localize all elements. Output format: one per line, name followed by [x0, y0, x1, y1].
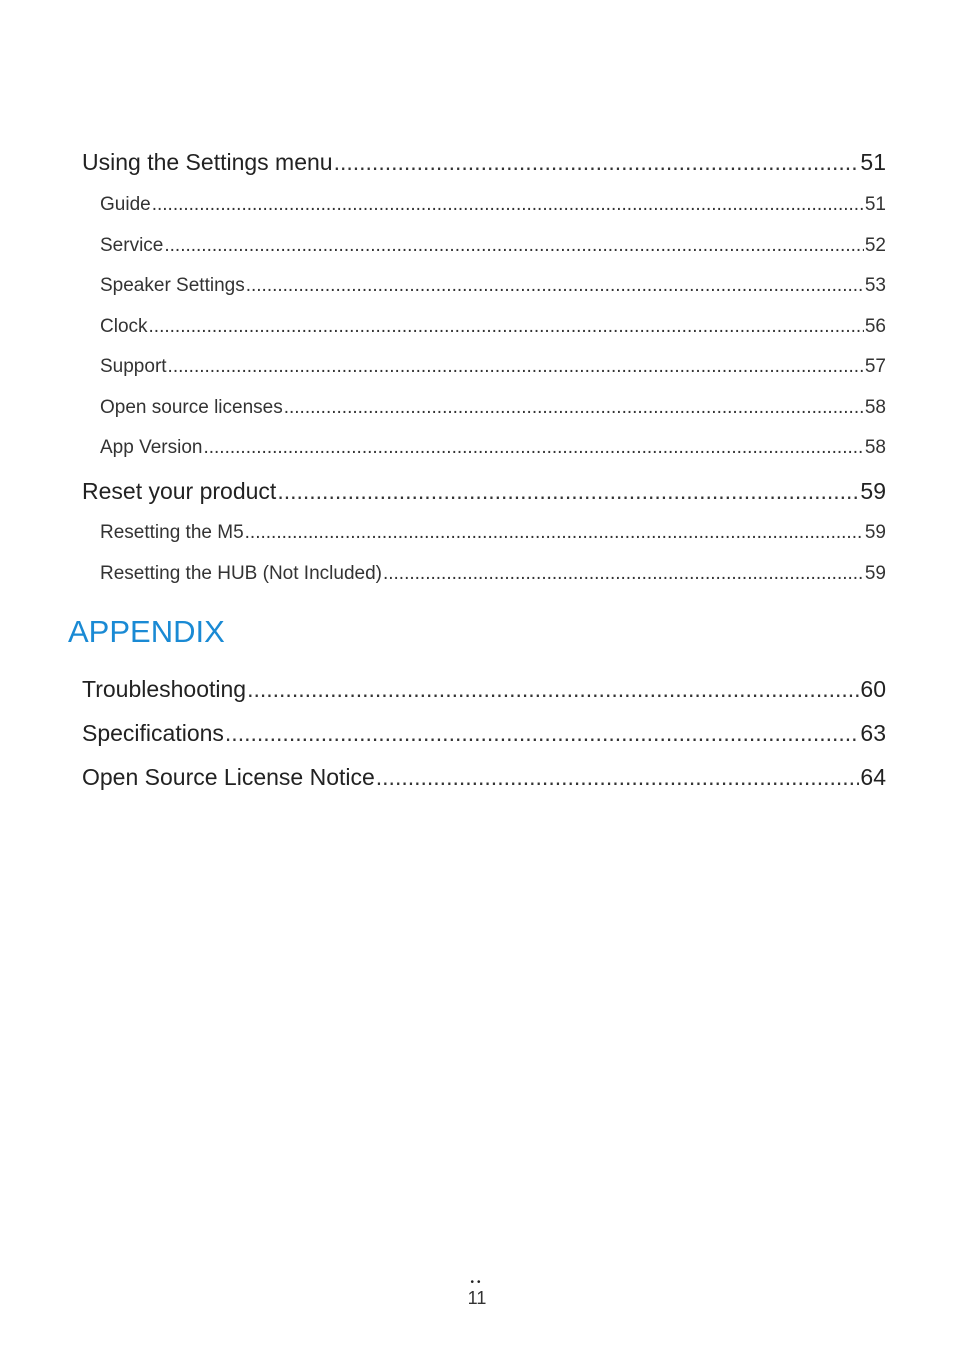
toc-subentry-page: 56 [864, 316, 886, 337]
toc-entry-page: 64 [860, 764, 886, 790]
toc-subentry-label: Service [100, 235, 164, 256]
page-number: 11 [467, 1288, 487, 1308]
toc-leader-dots [152, 192, 864, 218]
toc-leader-dots [246, 273, 864, 299]
toc-subentry-label: App Version [100, 437, 203, 458]
toc-entry-page: 59 [860, 478, 886, 504]
toc-subentry-clock[interactable] [100, 314, 886, 340]
toc-subentry-service[interactable] [100, 233, 886, 259]
toc-subentry-page: 58 [864, 397, 886, 418]
page-footer [0, 1278, 954, 1309]
toc-leader-dots [247, 674, 859, 704]
toc-subentry-page: 59 [864, 522, 886, 543]
toc-leader-dots [225, 718, 859, 748]
toc-subentry-page: 53 [864, 275, 886, 296]
toc-entry-reset-product[interactable] [82, 476, 886, 506]
toc-subentry-label: Open source licenses [100, 397, 283, 418]
toc-subentry-page: 51 [864, 194, 886, 215]
toc-entry-page: 51 [860, 149, 886, 175]
toc-leader-dots [203, 435, 863, 461]
toc-entry-open-source-license-notice[interactable] [82, 762, 886, 792]
toc-subentry-label: Clock [100, 316, 148, 337]
toc-entry-label: Specifications [82, 720, 224, 746]
toc-subentry-label: Support [100, 356, 167, 377]
toc-leader-dots [245, 520, 864, 546]
toc-entry-page: 60 [860, 676, 886, 702]
toc-leader-dots [164, 233, 864, 259]
toc-subentry-app-version[interactable] [100, 435, 886, 461]
appendix-heading: APPENDIX [68, 614, 225, 649]
toc-subentry-label: Resetting the HUB (Not Included) [100, 563, 382, 584]
toc-subentry-resetting-hub[interactable] [100, 561, 886, 587]
toc-subentry-label: Speaker Settings [100, 275, 245, 296]
toc-leader-dots [168, 354, 864, 380]
toc-subentry-page: 57 [864, 356, 886, 377]
toc-entry-specifications[interactable] [82, 718, 886, 748]
toc-subentry-page: 59 [864, 563, 886, 584]
toc-subentry-page: 58 [864, 437, 886, 458]
toc-entry-label: Troubleshooting [82, 676, 247, 702]
toc-subentry-speaker-settings[interactable] [100, 273, 886, 299]
toc-entry-settings-menu[interactable] [82, 147, 886, 177]
toc-subentry-guide[interactable] [100, 192, 886, 218]
toc-subentry-resetting-m5[interactable] [100, 520, 886, 546]
toc-subentry-open-source-licenses[interactable] [100, 395, 886, 421]
footer-bullets: •• [470, 1277, 484, 1288]
toc-entry-page: 63 [860, 720, 886, 746]
toc-leader-dots [376, 762, 860, 792]
toc-subentry-support[interactable] [100, 354, 886, 380]
toc-leader-dots [383, 561, 864, 587]
toc-entry-label: Reset your product [82, 478, 277, 504]
toc-leader-dots [149, 314, 864, 340]
toc-subentry-label: Resetting the M5 [100, 522, 244, 543]
toc-leader-dots [284, 395, 864, 421]
toc-entry-troubleshooting[interactable] [82, 674, 886, 704]
toc-subentry-page: 52 [864, 235, 886, 256]
toc-leader-dots [277, 476, 859, 506]
toc-entry-label: Open Source License Notice [82, 764, 375, 790]
toc-subentry-label: Guide [100, 194, 151, 215]
toc-entry-label: Using the Settings menu [82, 149, 333, 175]
toc-leader-dots [334, 147, 860, 177]
